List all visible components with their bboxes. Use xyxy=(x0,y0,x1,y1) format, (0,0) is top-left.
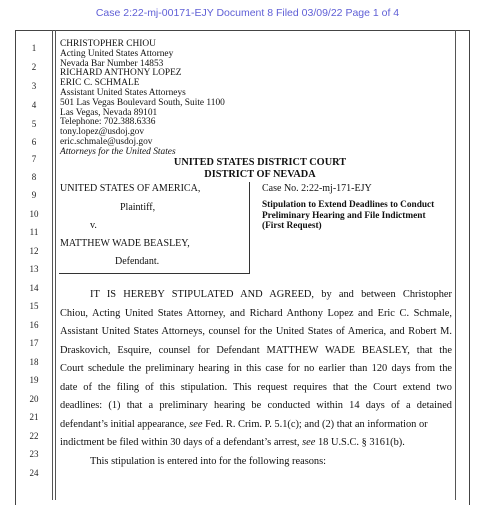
line-number: 16 xyxy=(29,320,39,330)
bar-number: Nevada Bar Number 14853 xyxy=(60,58,164,69)
line-number: 6 xyxy=(31,137,37,147)
body-line xyxy=(60,437,405,448)
case-header-stamp: Case 2:22-mj-00171-EJY Document 8 Filed 03/09/22 Page 1 of 4 xyxy=(95,7,400,19)
line-number: 4 xyxy=(31,100,37,110)
body-line: IT IS HEREBY STIPULATED AND AGREED, by and between Christopher xyxy=(90,289,452,300)
line-number: 9 xyxy=(31,190,37,200)
attorney-title: Acting United States Attorney xyxy=(60,48,174,59)
line-number: 23 xyxy=(29,449,39,459)
line-number: 18 xyxy=(29,357,39,367)
line-number: 17 xyxy=(29,338,39,348)
body-line: Chiou, Acting United States Attorney, and Richard Anthony Lopez and Eric C. Schmale, xyxy=(60,308,452,319)
line-number: 11 xyxy=(29,227,39,237)
citation-signal: see xyxy=(189,419,203,430)
attorney-title: Assistant United States Attorneys xyxy=(60,87,186,98)
body-line: This stipulation is entered into for the following reasons: xyxy=(90,456,327,467)
line-number: 13 xyxy=(29,264,39,274)
line-number: 3 xyxy=(31,81,37,91)
body-line: Assistant United States Attorneys, counsel for the United States of America, and Robert M. xyxy=(60,326,452,337)
line-number: 21 xyxy=(29,412,39,422)
line-number: 2 xyxy=(31,62,37,72)
versus: v. xyxy=(90,220,97,231)
left-margin-rule xyxy=(52,30,53,500)
email: tony.lopez@usdoj.gov xyxy=(60,127,145,138)
line-number: 12 xyxy=(29,246,39,256)
right-margin-rule xyxy=(455,30,456,500)
attorney-caption xyxy=(60,40,225,158)
attorney-name: ERIC C. SCHMALE xyxy=(60,78,140,89)
court-heading xyxy=(60,157,460,180)
body-line: date of the filing of this stipulation. This request requires that the Court extend two xyxy=(60,382,452,393)
citation-signal: see xyxy=(302,437,316,448)
line-number: 8 xyxy=(31,172,37,182)
court-name: UNITED STATES DISTRICT COURT xyxy=(173,157,347,168)
line-number: 10 xyxy=(29,209,39,219)
body-line: deadlines: (1) that a preliminary hearing be conducted within 14 days of a detained xyxy=(60,400,452,411)
address-line: Las Vegas, Nevada 89101 xyxy=(60,107,158,118)
line-number: 22 xyxy=(29,431,39,441)
case-number: Case No. 2:22-mj-171-EJY xyxy=(262,183,372,194)
body-text: defendant’s initial appearance, xyxy=(60,419,190,430)
line-number: 19 xyxy=(29,375,39,385)
caption-box-bottom xyxy=(59,273,249,274)
court-district: DISTRICT OF NEVADA xyxy=(204,168,316,180)
address-line: 501 Las Vegas Boulevard South, Suite 1100 xyxy=(60,97,225,108)
line-number: 14 xyxy=(29,283,39,293)
email: eric.schmale@usdoj.gov xyxy=(60,136,153,147)
line-number: 5 xyxy=(31,119,37,129)
body-line xyxy=(60,419,428,430)
body-text: Fed. R. Crim. P. 5.1(c); and (2) that an information or xyxy=(202,419,428,430)
document-title: Stipulation to Extend Deadlines to Conduct Preliminary Hearing and File Indictment (First Request) xyxy=(262,200,435,231)
plaintiff-name: UNITED STATES OF AMERICA, xyxy=(60,183,201,194)
caption-box-divider xyxy=(249,182,250,274)
telephone: Telephone: 702.388.6336 xyxy=(60,117,156,128)
defendant-role: Defendant. xyxy=(115,256,160,267)
left-margin-rule-inner xyxy=(55,30,56,500)
attorney-name: CHRISTOPHER CHIOU xyxy=(60,39,156,49)
body-line: Court schedule the preliminary hearing in this case for no earlier than 120 days from the xyxy=(60,363,452,374)
body-text: indictment be filed within 30 days of a defendant’s arrest, xyxy=(60,437,303,448)
body-line: Draskovich, Esquire, counsel for Defendant MATTHEW WADE BEASLEY, that the xyxy=(60,345,452,356)
line-number: 15 xyxy=(29,301,39,311)
body-text: 18 U.S.C. § 3161(b). xyxy=(315,437,405,448)
line-number: 1 xyxy=(31,43,37,53)
line-number: 7 xyxy=(31,154,37,164)
defendant-name: MATTHEW WADE BEASLEY, xyxy=(60,238,190,249)
attorney-name: RICHARD ANTHONY LOPEZ xyxy=(60,68,182,79)
plaintiff-role: Plaintiff, xyxy=(120,202,156,213)
line-number: 20 xyxy=(29,394,39,404)
attorneys-for: Attorneys for the United States xyxy=(60,146,176,157)
line-number: 24 xyxy=(29,468,39,478)
